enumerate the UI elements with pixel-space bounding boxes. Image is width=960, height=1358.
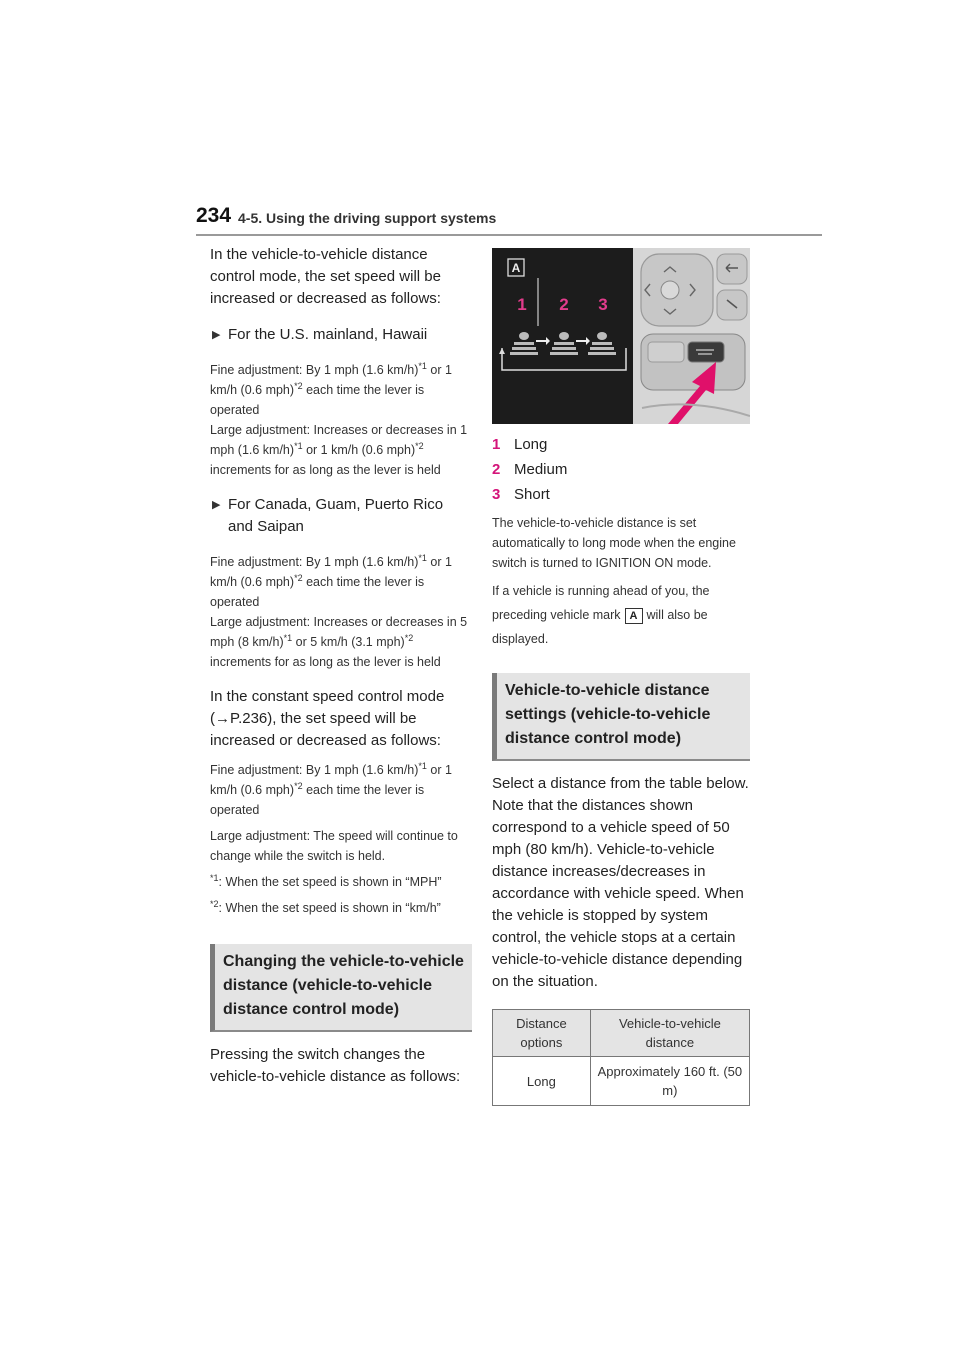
figure-number-1: 1 [517, 295, 527, 314]
dpad-center [661, 281, 679, 299]
left-column [210, 244, 472, 1096]
table-header-vehicle-distance: Vehicle-to-vehicle distance [590, 1010, 749, 1057]
list-item [492, 457, 750, 482]
us-fine-text-b: or 1 km/h (0.6 mph) [210, 363, 452, 397]
preceding-vehicle-note [492, 579, 750, 651]
constant-fine-text-c: each time the lever is operated [210, 783, 425, 817]
sup-2: *2 [415, 440, 424, 451]
canada-fine-text-a: Fine adjustment: By 1 mph (1.6 km/h) [210, 555, 419, 569]
list-number: 2 [492, 461, 501, 478]
constant-fine-adjustment [210, 760, 472, 820]
bullet-canada [210, 494, 472, 538]
list-label: Medium [514, 461, 568, 478]
list-item [492, 432, 750, 457]
figure-number-2: 2 [559, 295, 569, 314]
canada-large-text-b: or 5 km/h (3.1 mph) [295, 635, 405, 649]
us-fine-text-c: each time the lever is operated [210, 383, 425, 417]
canada-fine-text-c: each time the lever is operated [210, 575, 425, 609]
canada-fine-text-b: or 1 km/h (0.6 mph) [210, 555, 452, 589]
table-row [493, 1057, 750, 1106]
distance-switch-illustration [492, 248, 750, 424]
distance-button-shape [688, 342, 724, 362]
preceding-vehicle-mark-a: A [625, 608, 643, 624]
list-label: Long [514, 436, 548, 453]
constant-large-adjustment: Large adjustment: The speed will continue to change while the switch is held. [210, 829, 458, 863]
us-large-text-a: Large adjustment: Increases or decreases in 1 mph (1.6 km/h) [210, 423, 468, 457]
auto-long-note: The vehicle-to-vehicle distance is set automatically to long mode when the engine switch is turned to IGNITION ON mode. [492, 516, 736, 570]
us-fine-text-a: Fine adjustment: By 1 mph (1.6 km/h) [210, 363, 419, 377]
distance-switch-figure [492, 248, 750, 424]
canada-large-text-a: Large adjustment: Increases or decreases in 5 mph (8 km/h) [210, 615, 468, 649]
us-large-adjustment [210, 420, 472, 480]
header-rule [196, 234, 822, 236]
sup-2: *2 [294, 380, 303, 391]
distance-table [492, 1009, 750, 1106]
back-button-shape [717, 254, 747, 284]
sup-1: *1 [418, 360, 427, 371]
heading-changing-distance: Changing the vehicle-to-vehicle distance (vehicle-to-vehicle distance control mode) [210, 944, 472, 1032]
table-header-row [493, 1010, 750, 1057]
list-number: 3 [492, 486, 501, 503]
intro-paragraph: In the vehicle-to-vehicle distance control mode, the set speed will be increased or decreased as follows: [210, 246, 441, 307]
table-cell-distance: Approximately 160 ft. (50 m) [590, 1057, 749, 1106]
sup-1: *1 [294, 440, 303, 451]
section-title: 4-5. Using the driving support systems [238, 210, 497, 226]
constant-speed-intro: In the constant speed control mode (→P.236), the set speed will be increased or decreased as follows: [210, 688, 445, 749]
select-paragraph: Select a distance from the table below. Note that the distances shown correspond to a vehicle speed of 50 mph (80 km/h). Vehicle-to-vehicle distance increases/decreases in accordance with vehicle speed. When the vehicle is stopped by system control, the vehicle stops at a certain vehicle-to-vehicle distance depending on the situation. [492, 775, 749, 990]
distance-mode-list [492, 432, 750, 507]
sup-1: *1 [283, 632, 293, 643]
sup-1: *1 [418, 760, 427, 771]
footnote-2-mark: *2 [210, 898, 219, 909]
footnote-1 [210, 872, 472, 892]
table-header-distance-options: Distance options [493, 1010, 591, 1057]
lka-button-shape [648, 342, 684, 362]
constant-fine-text-a: Fine adjustment: By 1 mph (1.6 km/h) [210, 763, 419, 777]
us-large-text-c: increments for as long as the lever is held [210, 463, 441, 477]
sup-2: *2 [404, 632, 414, 643]
list-label: Short [514, 486, 550, 503]
canada-fine-adjustment [210, 552, 472, 612]
canada-large-adjustment [210, 612, 472, 672]
list-item [492, 482, 750, 507]
bullet-canada-label: For Canada, Guam, Puerto Rico and Saipan [228, 496, 444, 535]
page-number: 234 [196, 204, 232, 227]
table-cell-option: Long [493, 1057, 591, 1106]
pressing-paragraph: Pressing the switch changes the vehicle-to-vehicle distance as follows: [210, 1046, 461, 1085]
footnote-2-text: : When the set speed is shown in “km/h” [218, 901, 441, 915]
label-a: A [511, 261, 521, 275]
bullet-us-label: For the U.S. mainland, Hawaii [228, 326, 428, 343]
preceding-note-text-a: If a vehicle is running ahead of you, the preceding vehicle mark [492, 584, 710, 622]
right-column [492, 248, 750, 1106]
figure-number-3: 3 [598, 295, 608, 314]
us-fine-adjustment [210, 360, 472, 420]
sup-2: *2 [294, 572, 303, 583]
list-number: 1 [492, 436, 501, 453]
constant-fine-text-b: or 1 km/h (0.6 mph) [210, 763, 452, 797]
footnote-2 [210, 898, 472, 918]
bullet-us [210, 324, 472, 346]
sup-2: *2 [294, 780, 303, 791]
canada-large-text-c: increments for as long as the lever is held [210, 655, 441, 669]
us-large-text-b: or 1 km/h (0.6 mph) [306, 443, 416, 457]
footnote-1-text: : When the set speed is shown in “MPH” [218, 875, 442, 889]
triangle-icon: ▶ [212, 499, 221, 511]
footnote-1-mark: *1 [210, 872, 219, 883]
sup-1: *1 [418, 552, 427, 563]
preceding-note-text-b: will also be displayed. [492, 608, 708, 646]
triangle-icon: ▶ [212, 329, 221, 341]
heading-distance-settings: Vehicle-to-vehicle distance settings (vehicle-to-vehicle distance control mode) [492, 673, 750, 761]
